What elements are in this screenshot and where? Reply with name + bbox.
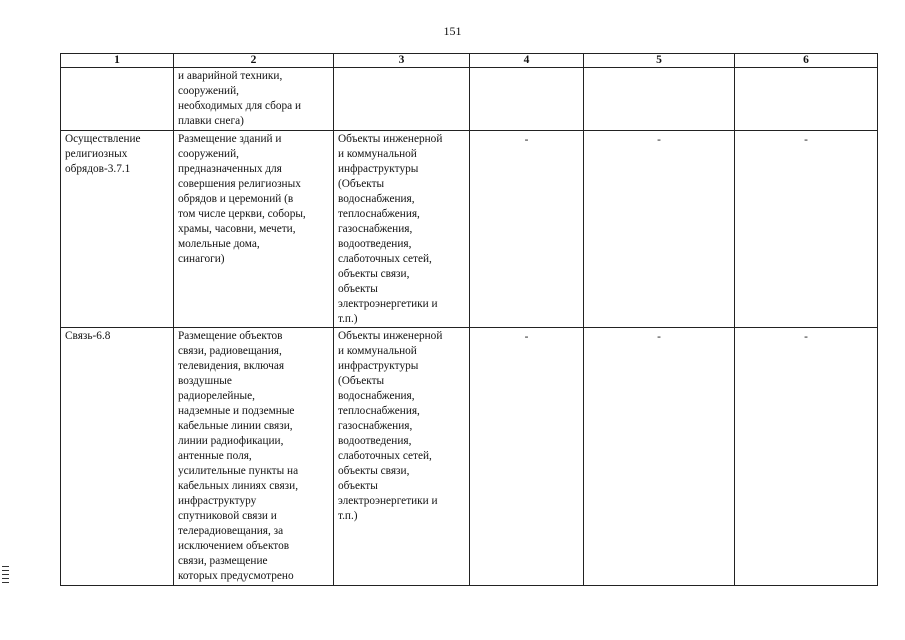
auxiliary-use-cell: Объекты инженерной и коммунальной инфраструктуры (Объекты водоснабжения, теплоснабжения, газоснабжения, водоотведения, слаботочных сетей, объекты связи, объекты электроэнергетики и т.п.) bbox=[334, 131, 470, 328]
land-use-type-cell: Осуществление религиозных обрядов-3.7.1 bbox=[61, 131, 174, 328]
land-use-type-cell bbox=[61, 68, 174, 131]
margin-mark bbox=[2, 566, 9, 586]
column-header-3: 3 bbox=[334, 54, 470, 68]
table-row bbox=[61, 328, 878, 586]
column-5-cell: - bbox=[584, 131, 735, 328]
column-6-cell bbox=[735, 68, 878, 131]
table-header-row bbox=[61, 54, 878, 68]
column-6-cell: - bbox=[735, 131, 878, 328]
column-4-cell: - bbox=[470, 328, 584, 586]
description-cell: Размещение зданий и сооружений, предназначенных для совершения религиозных обрядов и церемоний (в том числе церкви, соборы, храмы, часовни, мечети, молельные дома, синагоги) bbox=[174, 131, 334, 328]
table-row bbox=[61, 131, 878, 328]
auxiliary-use-cell: Объекты инженерной и коммунальной инфраструктуры (Объекты водоснабжения, теплоснабжения, газоснабжения, водоотведения, слаботочных сетей, объекты связи, объекты электроэнергетики и т.п.) bbox=[334, 328, 470, 586]
table-row bbox=[61, 68, 878, 131]
column-header-4: 4 bbox=[470, 54, 584, 68]
column-header-2: 2 bbox=[174, 54, 334, 68]
column-5-cell bbox=[584, 68, 735, 131]
description-cell: и аварийной техники, сооружений, необходимых для сбора и плавки снега) bbox=[174, 68, 334, 131]
page-number: 151 bbox=[443, 24, 462, 38]
column-header-5: 5 bbox=[584, 54, 735, 68]
auxiliary-use-cell bbox=[334, 68, 470, 131]
column-5-cell: - bbox=[584, 328, 735, 586]
column-header-1: 1 bbox=[61, 54, 174, 68]
column-4-cell: - bbox=[470, 131, 584, 328]
document-table bbox=[60, 53, 878, 586]
land-use-type-cell: Связь-6.8 bbox=[61, 328, 174, 586]
column-header-6: 6 bbox=[735, 54, 878, 68]
description-cell: Размещение объектов связи, радиовещания, телевидения, включая воздушные радиорелейные, надземные и подземные кабельные линии связи, линии радиофикации, антенные поля, усилительные пункты на кабельных линиях связи, инфраструктуру спутниковой связи и телерадиовещания, за исключением объектов связи, размещение которых предусмотрено bbox=[174, 328, 334, 586]
column-4-cell bbox=[470, 68, 584, 131]
column-6-cell: - bbox=[735, 328, 878, 586]
